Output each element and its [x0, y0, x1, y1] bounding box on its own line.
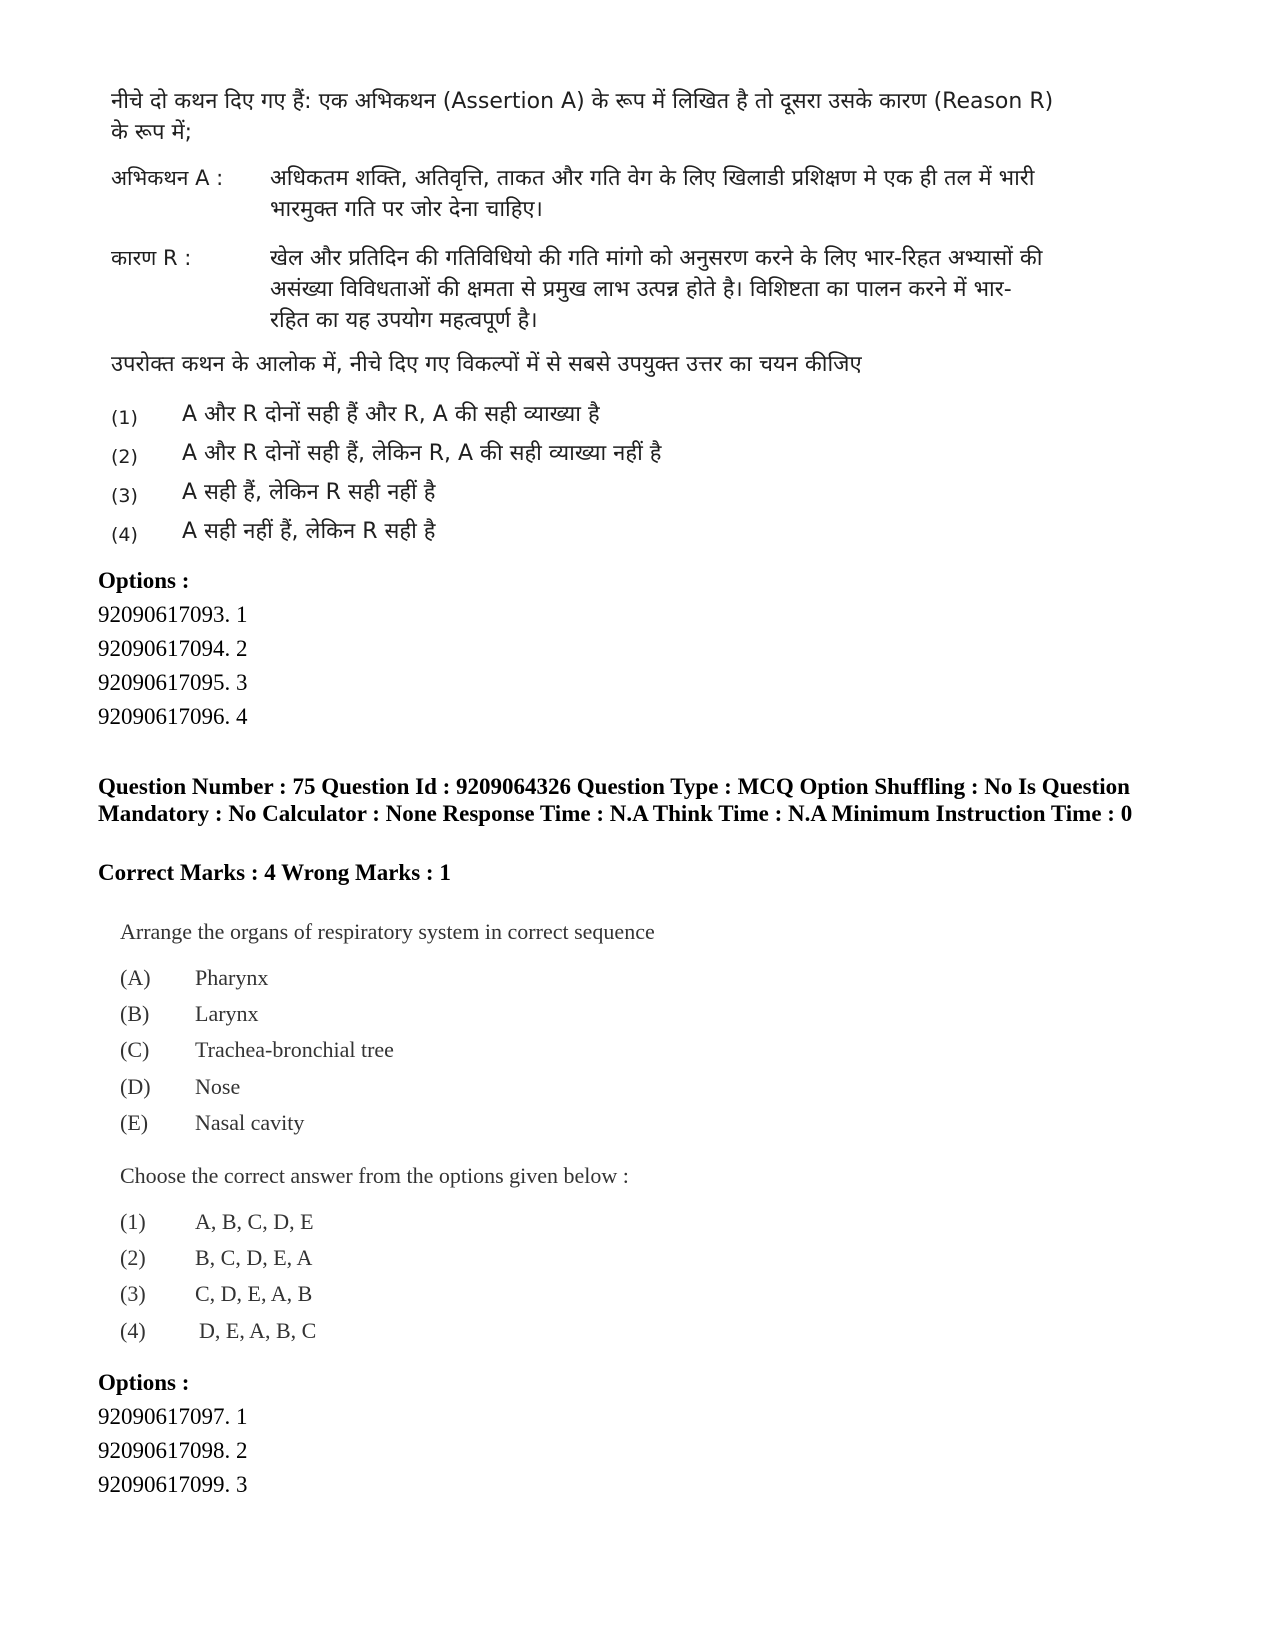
q75-option-2: 92090617098. 2: [98, 1438, 248, 1463]
q75-item-label: (D): [120, 1074, 151, 1099]
q75-marks: Correct Marks : 4 Wrong Marks : 1: [98, 860, 451, 885]
q74-instruction: उपरोक्त कथन के आलोक में, नीचे दिए गए विकल्पों में से सबसे उपयुक्त उत्तर का चयन कीजिए: [111, 352, 862, 377]
q74-option-2: 92090617094. 2: [98, 636, 248, 661]
q75-choice-text: D, E, A, B, C: [199, 1318, 317, 1343]
q75-option-1: 92090617097. 1: [98, 1404, 248, 1429]
q75-question: Arrange the organs of respiratory system in correct sequence: [120, 919, 655, 944]
q74-choice-text: A और R दोनों सही हैं, लेकिन R, A की सही व्याख्या नहीं है: [182, 441, 662, 466]
q74-choice-number: (4): [111, 524, 138, 546]
q74-reason-label: कारण R :: [111, 246, 192, 270]
q75-item-text: Nose: [195, 1074, 241, 1099]
q74-choice-text: A सही नहीं हैं, लेकिन R सही है: [182, 519, 436, 544]
q75-item-label: (B): [120, 1001, 150, 1026]
q75-item-text: Nasal cavity: [195, 1110, 305, 1135]
q74-assertion-label: अभिकथन A :: [111, 166, 224, 190]
q75-choice-number: (3): [120, 1281, 146, 1306]
q74-assertion-text: अधिकतम शक्ति, अतिवृत्ति, ताकत और गति वेग के लिए खिलाडी प्रशिक्षण मे एक ही तल में भारी भारमुक्त गति पर जोर देना चाहिए।: [270, 166, 1035, 222]
q74-choice-number: (3): [111, 485, 138, 507]
q75-meta: Question Number : 75 Question Id : 9209064326 Question Type : MCQ Option Shuffling : No Is Question Mandatory : No Calculator : None Response Time : N.A Think Time : N.A Minimum Instruction Time : 0: [98, 774, 1133, 826]
q74-intro: नीचे दो कथन दिए गए हैं: एक अभिकथन (Assertion A) के रूप में लिखित है तो दूसरा उसके कारण (Reason R) के रूप में;: [111, 89, 1054, 145]
q75-options-heading: Options :: [98, 1370, 190, 1395]
q75-choice-text: C, D, E, A, B: [195, 1281, 313, 1306]
q75-item-text: Larynx: [195, 1001, 259, 1026]
q74-option-1: 92090617093. 1: [98, 602, 248, 627]
q75-choice-number: (4): [120, 1318, 146, 1343]
q74-choice-text: A और R दोनों सही हैं और R, A की सही व्याख्या है: [182, 402, 600, 427]
q75-item-label: (A): [120, 965, 151, 990]
q75-choice-text: B, C, D, E, A: [195, 1245, 313, 1270]
q74-option-3: 92090617095. 3: [98, 670, 248, 695]
q75-item-text: Pharynx: [195, 965, 269, 990]
q74-choice-number: (2): [111, 446, 138, 468]
q74-option-4: 92090617096. 4: [98, 704, 248, 729]
q74-reason-text: खेल और प्रतिदिन की गतिविधियो की गति मांगो को अनुसरण करने के लिए भार-रिहत अभ्यासों की असंख्या विविधताओं की क्षमता से प्रमुख लाभ उत्पन्न होते है। विशिष्टता का पालन करने में भार-रहित का यह उपयोग महत्वपूर्ण है।: [270, 246, 1043, 333]
q75-item-label: (E): [120, 1110, 149, 1135]
q75-choose-instruction: Choose the correct answer from the options given below :: [120, 1163, 629, 1188]
q75-choice-text: A, B, C, D, E: [195, 1209, 314, 1234]
q75-item-text: Trachea-bronchial tree: [195, 1037, 394, 1062]
q75-choice-number: (2): [120, 1245, 146, 1270]
q75-option-3: 92090617099. 3: [98, 1472, 248, 1497]
q75-item-label: (C): [120, 1037, 150, 1062]
q74-choice-text: A सही हैं, लेकिन R सही नहीं है: [182, 480, 436, 505]
q74-options-heading: Options :: [98, 568, 190, 593]
q75-choice-number: (1): [120, 1209, 146, 1234]
q74-choice-number: (1): [111, 407, 138, 429]
